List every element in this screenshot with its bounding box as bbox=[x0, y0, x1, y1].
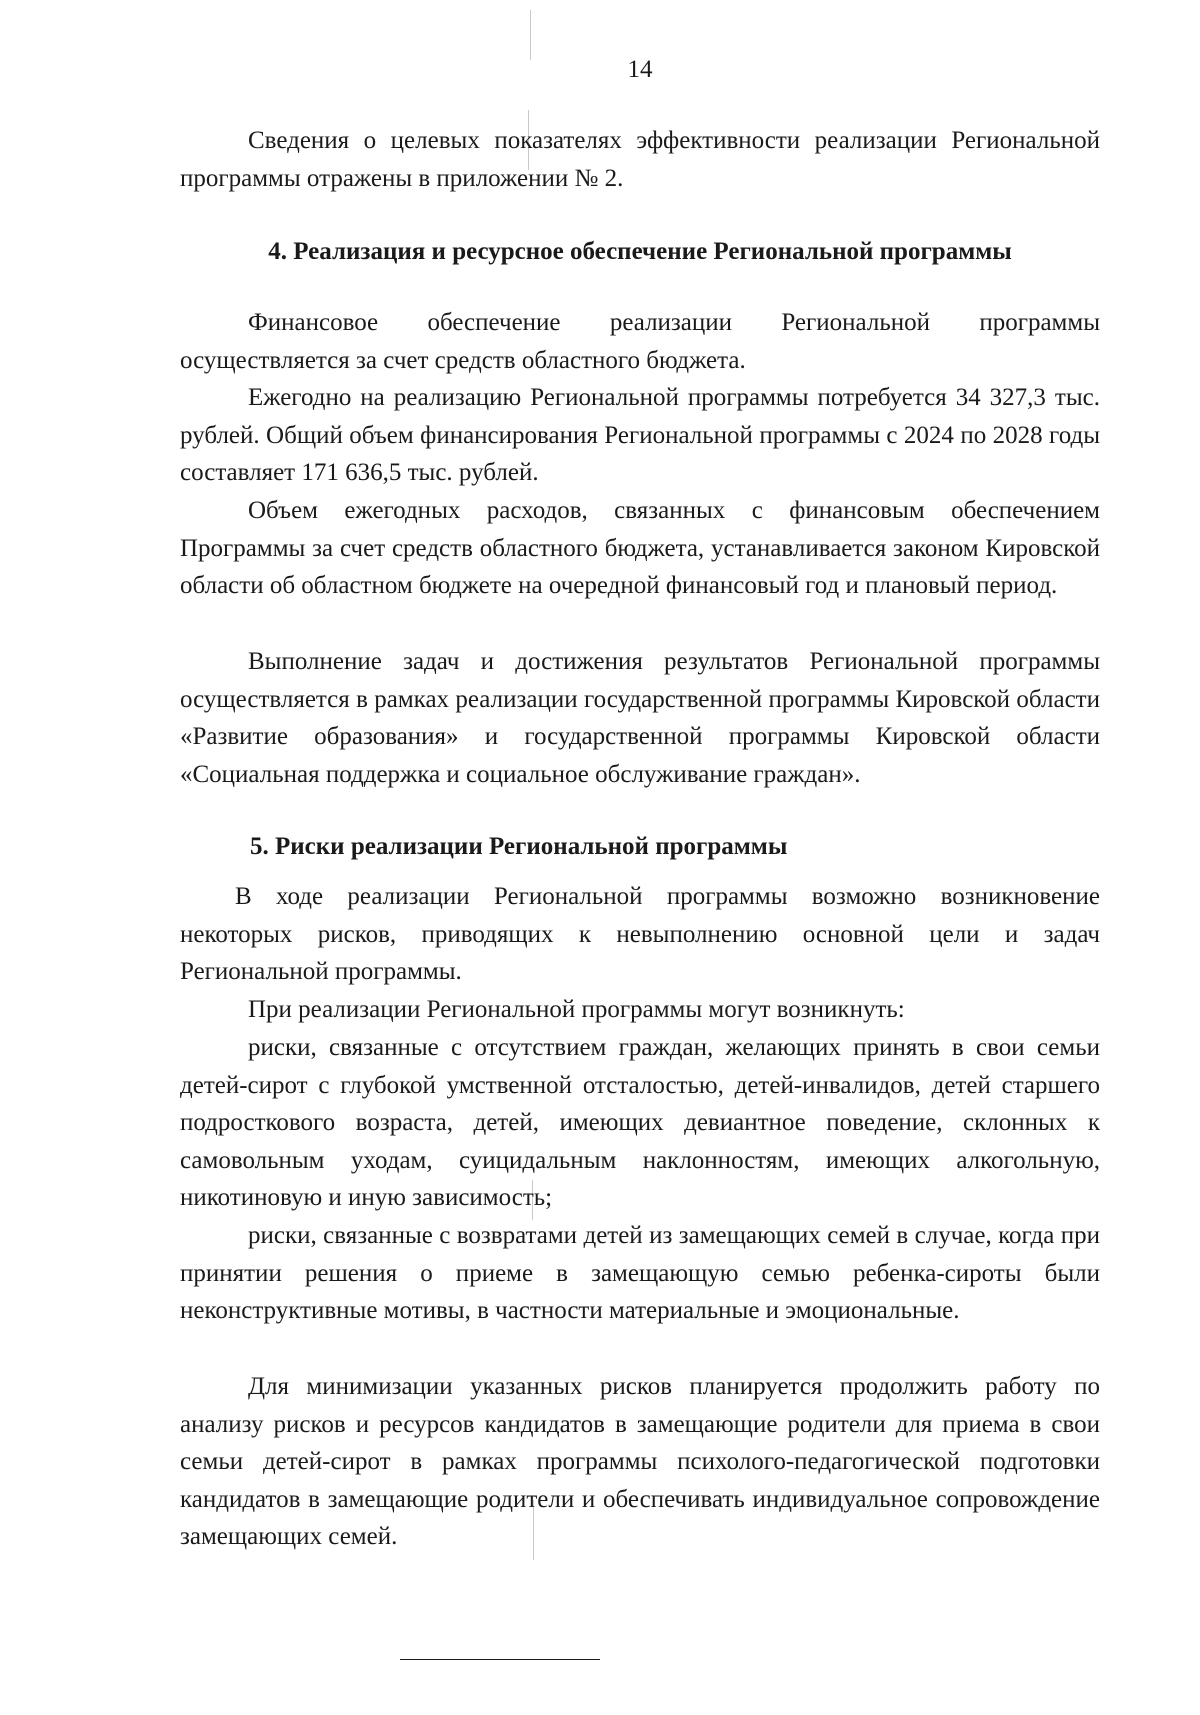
section-5-paragraph-5: Для минимизации указанных рисков планируется продолжить работу по анализу рисков и ресурсов кандидатов в замещающие родители для приема в свои семьи детей-сирот в рамках программы психолого-педагогической подготовки кандидатов в замещающие родители и обеспечивать индивидуальное сопровождение замещающих семей. bbox=[180, 1373, 1100, 1550]
section-5-paragraph-3: риски, связанные с отсутствием граждан, желающих принять в свои семьи детей-сирот с глубокой умственной отсталостью, детей-инвалидов, детей старшего подросткового возраста, детей, имеющих девиантное поведение, склонных к самовольным уходам, суицидальным наклонностям, имеющих алкогольную, никотиновую и иную зависимость; bbox=[180, 1034, 1100, 1211]
scan-artifact bbox=[530, 10, 531, 60]
section-4-heading: 4. Реализация и ресурсное обеспечение Региональной программы bbox=[268, 238, 1012, 265]
intro-paragraph: Сведения о целевых показателях эффективности реализации Региональной программы отражены в приложении № 2. bbox=[180, 127, 1100, 192]
section-4-paragraph-3: Объем ежегодных расходов, связанных с финансовым обеспечением Программы за счет средств областного бюджета, устанавливается законом Кировской области об областном бюджете на очередной финансовый год и плановый период. bbox=[180, 497, 1100, 599]
section-5-paragraph-2: При реализации Региональной программы могут возникнуть: bbox=[248, 996, 905, 1023]
end-divider bbox=[400, 1659, 600, 1660]
section-4-paragraph-4: Выполнение задач и достижения результатов Региональной программы осуществляется в рамках реализации государственной программы Кировской области «Развитие образования» и государственной программы Кировской области «Социальная поддержка и социальное обслуживание граждан». bbox=[180, 648, 1100, 788]
section-5-heading: 5. Риски реализации Региональной программы bbox=[250, 833, 788, 860]
section-4-paragraph-2: Ежегодно на реализацию Региональной программы потребуется 34 327,3 тыс. рублей. Общий объем финансирования Региональной программы с 2024 по 2028 годы составляет 171 636,5 тыс. рублей. bbox=[180, 384, 1100, 486]
section-5-paragraph-1: В ходе реализации Региональной программы возможно возникновение некоторых рисков, приводящих к невыполнению основной цели и задач Региональной программы. bbox=[180, 883, 1100, 985]
section-5-paragraph-4: риски, связанные с возвратами детей из замещающих семей в случае, когда при принятии решения о приеме в замещающую семью ребенка-сироты были неконструктивные мотивы, в частности материальные и эмоциональные. bbox=[180, 1222, 1100, 1324]
section-4-paragraph-1: Финансовое обеспечение реализации Региональной программы осуществляется за счет средств областного бюджета. bbox=[180, 309, 1100, 374]
page-number: 14 bbox=[627, 56, 653, 83]
